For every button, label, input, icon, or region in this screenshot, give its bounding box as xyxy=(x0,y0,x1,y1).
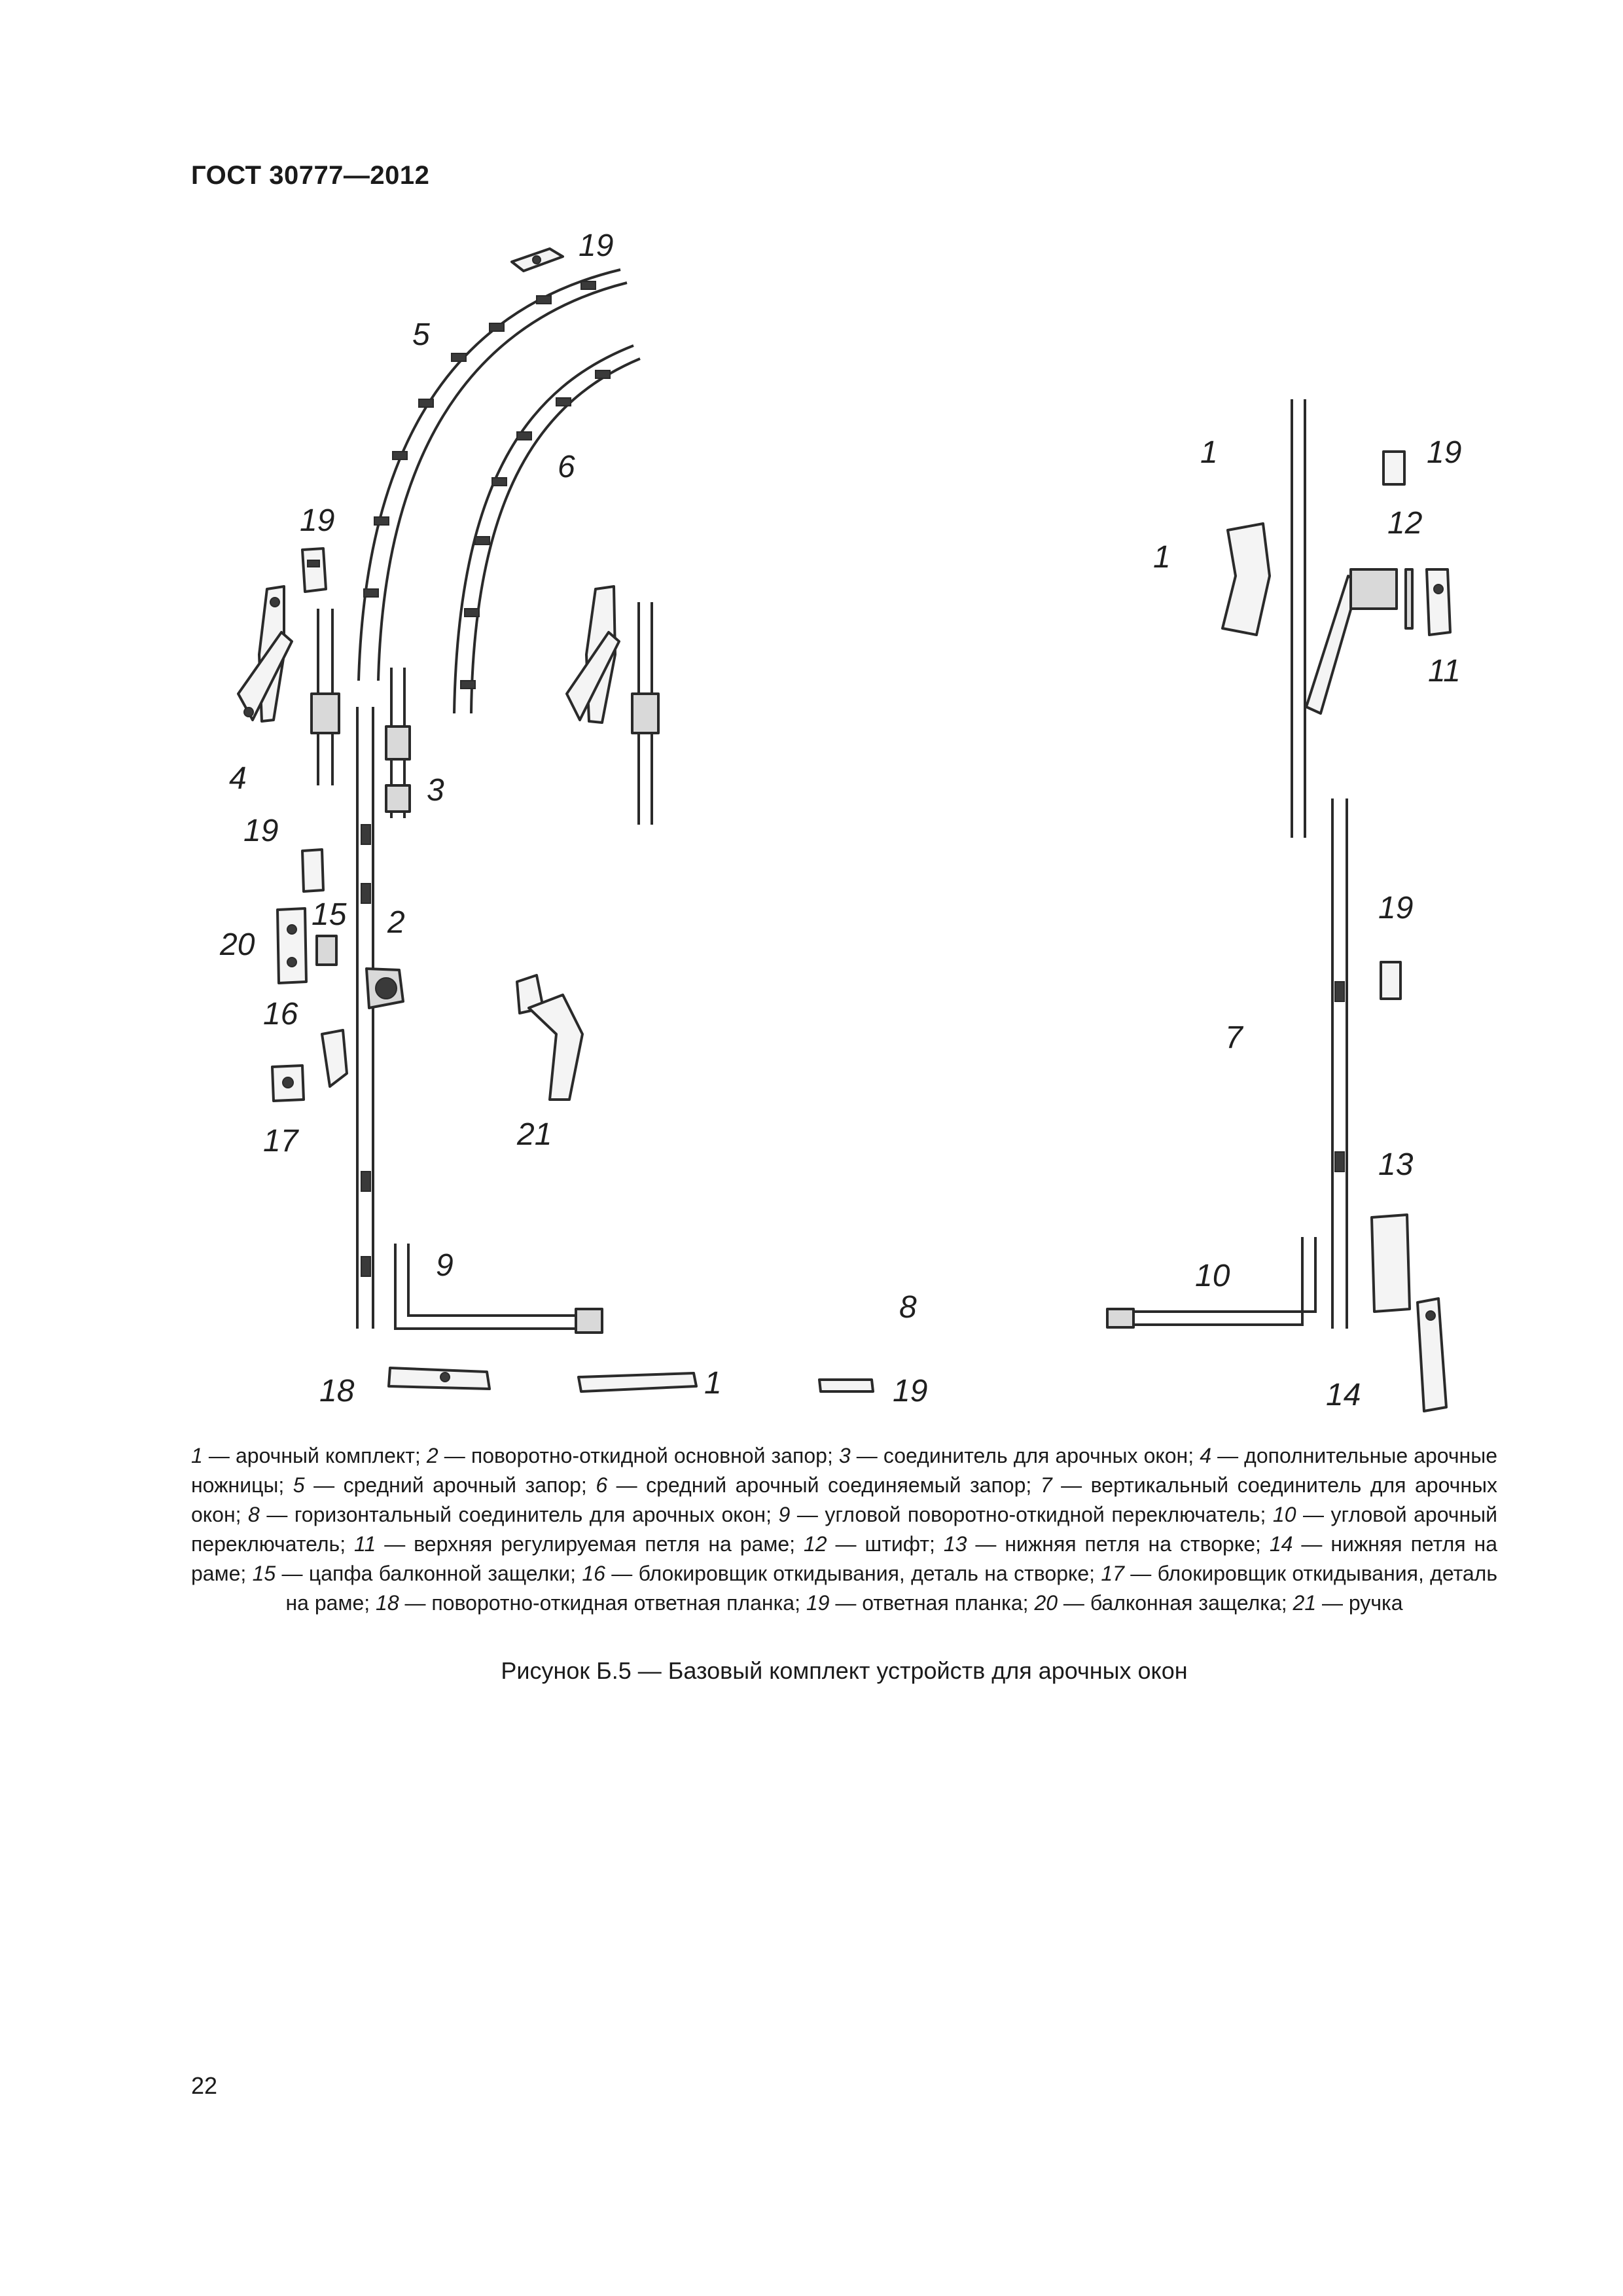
legend-text: — нижняя петля на створке; xyxy=(967,1532,1270,1556)
legend-number: 6 xyxy=(596,1473,608,1497)
callout-11: 11 xyxy=(1428,654,1461,689)
callout-13: 13 xyxy=(1378,1147,1414,1182)
strike-plate-19-b xyxy=(302,850,323,891)
legend-number: 3 xyxy=(838,1444,851,1467)
callout-8: 8 xyxy=(899,1290,917,1325)
legend-number: 19 xyxy=(806,1591,830,1615)
balcony-latch-20 xyxy=(277,908,306,983)
callout-10: 10 xyxy=(1195,1259,1230,1293)
legend-number: 16 xyxy=(582,1562,605,1585)
callout-1-right-top: 1 xyxy=(1200,435,1218,470)
legend-text: — блокировщик откидывания, деталь на раме; xyxy=(285,1562,1498,1615)
callout-17: 17 xyxy=(263,1124,298,1158)
legend-number: 5 xyxy=(293,1473,305,1497)
legend-number: 10 xyxy=(1272,1503,1296,1526)
legend-number: 2 xyxy=(426,1444,438,1467)
document-header: ГОСТ 30777—2012 xyxy=(191,161,430,190)
callout-2: 2 xyxy=(387,905,405,940)
callout-16: 16 xyxy=(263,997,298,1031)
strike-plate-19-a xyxy=(302,548,326,592)
callout-21: 21 xyxy=(517,1117,552,1152)
callout-1-right-mid: 1 xyxy=(1153,540,1171,575)
legend-text: — цапфа балконной защелки; xyxy=(276,1562,582,1585)
legend-number: 17 xyxy=(1101,1562,1124,1585)
callout-19-right-top: 19 xyxy=(1427,435,1462,470)
legend-number: 4 xyxy=(1200,1444,1211,1467)
legend-text: — блокировщик откидывания, деталь на створке; xyxy=(605,1562,1101,1585)
legend-text: — ручка xyxy=(1316,1591,1403,1615)
legend-number: 11 xyxy=(354,1532,376,1556)
callout-19-right-mid: 19 xyxy=(1378,891,1414,925)
sash-hinge-13 xyxy=(1372,1215,1410,1312)
legend-text: — дополнительные арочные ножницы; xyxy=(191,1444,1498,1497)
latch-pin-15 xyxy=(317,936,336,965)
page-number: 22 xyxy=(191,2072,218,2099)
scissor-arm-4 xyxy=(238,586,339,785)
legend-number: 14 xyxy=(1269,1532,1293,1556)
callout-19-top: 19 xyxy=(579,228,614,263)
tilt-blocker-16 xyxy=(322,1030,347,1086)
callout-20: 20 xyxy=(220,927,255,962)
legend-text: — поворотно-откидной основной запор; xyxy=(438,1444,839,1467)
legend-text: — арочный комплект; xyxy=(202,1444,427,1467)
arch-kit-1-right xyxy=(1222,399,1397,838)
legend-number: 15 xyxy=(252,1562,276,1585)
legend-text: — горизонтальный соединитель для арочных окон; xyxy=(259,1503,779,1526)
legend-text: — средний арочный соединяемый запор; xyxy=(607,1473,1041,1497)
legend-number: 20 xyxy=(1034,1591,1058,1615)
legend-text: — ответная планка; xyxy=(829,1591,1035,1615)
legend-text: — угловой поворотно-откидной переключатель; xyxy=(790,1503,1273,1526)
legend-text: — вертикальный соединитель для арочных окон; xyxy=(191,1473,1498,1526)
legend-number: 8 xyxy=(248,1503,260,1526)
frame-hinge-14 xyxy=(1418,1299,1446,1411)
legend-text: — средний арочный запор; xyxy=(304,1473,596,1497)
callout-1-bottom: 1 xyxy=(704,1366,722,1401)
frame-hinge-11 xyxy=(1427,569,1450,635)
legend-number: 13 xyxy=(943,1532,967,1556)
corner-switch-9 xyxy=(395,1244,602,1333)
callout-19-bottom: 19 xyxy=(893,1374,928,1408)
legend-number: 12 xyxy=(804,1532,827,1556)
callout-3: 3 xyxy=(427,773,444,808)
tilt-blocker-17 xyxy=(272,1066,304,1101)
vertical-connector-7 xyxy=(1332,798,1347,1329)
legend-text: — поворотно-откидная ответная планка; xyxy=(399,1591,806,1615)
callout-5: 5 xyxy=(412,317,430,352)
callout-15: 15 xyxy=(312,897,347,932)
pin-12 xyxy=(1406,569,1412,628)
callout-19-a: 19 xyxy=(300,503,335,538)
strike-plate-19-bottom xyxy=(819,1380,873,1391)
legend-text: — нижняя петля на раме; xyxy=(191,1532,1498,1585)
arch-connector-3 xyxy=(386,668,410,818)
strike-plate-19-right-mid xyxy=(1381,962,1400,999)
legend-text: — балконная защелка; xyxy=(1058,1591,1293,1615)
figure-caption: Рисунок Б.5 — Базовый комплект устройств для арочных окон xyxy=(501,1657,1188,1684)
callout-19-b: 19 xyxy=(243,814,279,848)
callout-7: 7 xyxy=(1225,1020,1243,1055)
legend-number: 1 xyxy=(191,1444,203,1467)
callout-18: 18 xyxy=(319,1374,355,1408)
legend-number: 7 xyxy=(1040,1473,1052,1497)
arch-bolt-5 xyxy=(359,270,627,681)
strike-plate-19-top xyxy=(512,249,563,271)
legend-text: — верхняя регулируемая петля на раме; xyxy=(376,1532,804,1556)
legend-number: 21 xyxy=(1293,1591,1317,1615)
callout-12: 12 xyxy=(1387,506,1423,541)
callout-4: 4 xyxy=(229,761,247,796)
arch-kit-1-bottom xyxy=(579,1373,696,1391)
callout-14: 14 xyxy=(1326,1378,1361,1412)
strike-plate-18 xyxy=(389,1368,490,1389)
figure-legend xyxy=(191,1441,1497,1618)
legend-text: — штифт; xyxy=(827,1532,944,1556)
handle-21 xyxy=(517,975,582,1100)
legend-number: 9 xyxy=(778,1503,791,1526)
callout-9: 9 xyxy=(436,1248,454,1283)
legend-number: 18 xyxy=(376,1591,399,1615)
callout-6: 6 xyxy=(558,450,575,484)
strike-plate-19-right-top xyxy=(1383,452,1404,484)
scissor-arm-center xyxy=(567,586,658,825)
legend-text: — соединитель для арочных окон; xyxy=(850,1444,1200,1467)
legend-text: — угловой арочный переключатель; xyxy=(191,1503,1498,1556)
